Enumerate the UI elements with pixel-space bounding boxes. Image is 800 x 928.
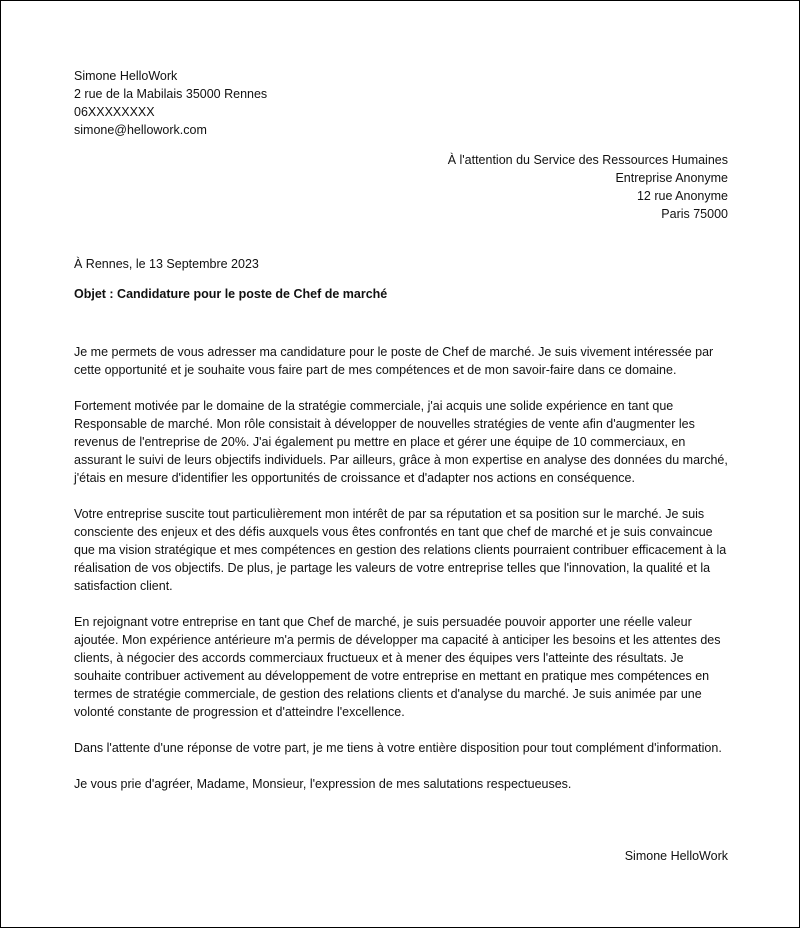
sender-address: 2 rue de la Mabilais 35000 Rennes [74, 87, 268, 101]
body-paragraph: Je me permets de vous adresser ma candidature pour le poste de Chef de marché. Je suis vivement intéressée par cette opportunité et je souhaite vous faire part de mes compétences et de mon savoir-faire dans ce domaine. [74, 345, 714, 377]
date-line: À Rennes, le 13 Septembre 2023 [74, 257, 259, 271]
sender-phone: 06XXXXXXXX [74, 105, 155, 119]
recipient-block [448, 151, 728, 223]
recipient-company: Entreprise Anonyme [615, 171, 728, 185]
body-paragraph: Votre entreprise suscite tout particulièrement mon intérêt de par sa réputation et sa position sur le marché. Je suis consciente des enjeux et des défis auxquels vous êtes confrontés en tant que chef de marché et je suis convaincue que ma vision stratégique et mes compétences en gestion des relations clients pourraient contribuer efficacement à la réalisation de vos objectifs. De plus, je partage les valeurs de votre entreprise telles que l'innovation, la qualité et la satisfaction client. [74, 507, 727, 593]
body-paragraph: Dans l'attente d'une réponse de votre part, je me tiens à votre entière disposition pour tout complément d'information. [74, 741, 722, 755]
sender-name: Simone HelloWork [74, 69, 178, 83]
sender-email: simone@hellowork.com [74, 123, 207, 137]
recipient-city: Paris 75000 [661, 207, 728, 221]
body-paragraph: Fortement motivée par le domaine de la stratégie commerciale, j'ai acquis une solide expérience en tant que Responsable de marché. Mon rôle consistait à développer de nouvelles stratégies de vente afin d'augmenter les revenus de l'entreprise de 20%. J'ai également pu mettre en place et gérer une équipe de 10 commerciaux, en assurant le suivi de leurs objectifs individuels. Par ailleurs, grâce à mon expertise en analyse des données du marché, j'étais en mesure d'identifier les opportunités de croissance et d'adapter nos actions en conséquence. [74, 399, 728, 485]
closing-paragraph: Je vous prie d'agréer, Madame, Monsieur, l'expression de mes salutations respectueuses. [74, 777, 572, 791]
body-paragraph: En rejoignant votre entreprise en tant que Chef de marché, je suis persuadée pouvoir apporter une réelle valeur ajoutée. Mon expérience antérieure m'a permis de développer ma capacité à anticiper les besoins et les attentes des clients, à négocier des accords commerciaux fructueux et à mener des équipes vers l'atteinte des résultats. Je souhaite contribuer activement au développement de votre entreprise en mettant en pratique mes compétences en termes de stratégie commerciale, de gestion des relations clients et d'analyse du marché. Je suis animée par une volonté constante de progression et d'atteindre l'excellence. [74, 615, 721, 719]
recipient-attention: À l'attention du Service des Ressources Humaines [447, 153, 728, 167]
subject-line: Objet : Candidature pour le poste de Chef de marché [74, 287, 388, 301]
recipient-street: 12 rue Anonyme [636, 189, 728, 203]
signature: Simone HelloWork [624, 849, 728, 863]
letter-body [74, 343, 734, 811]
sender-block [74, 67, 267, 139]
